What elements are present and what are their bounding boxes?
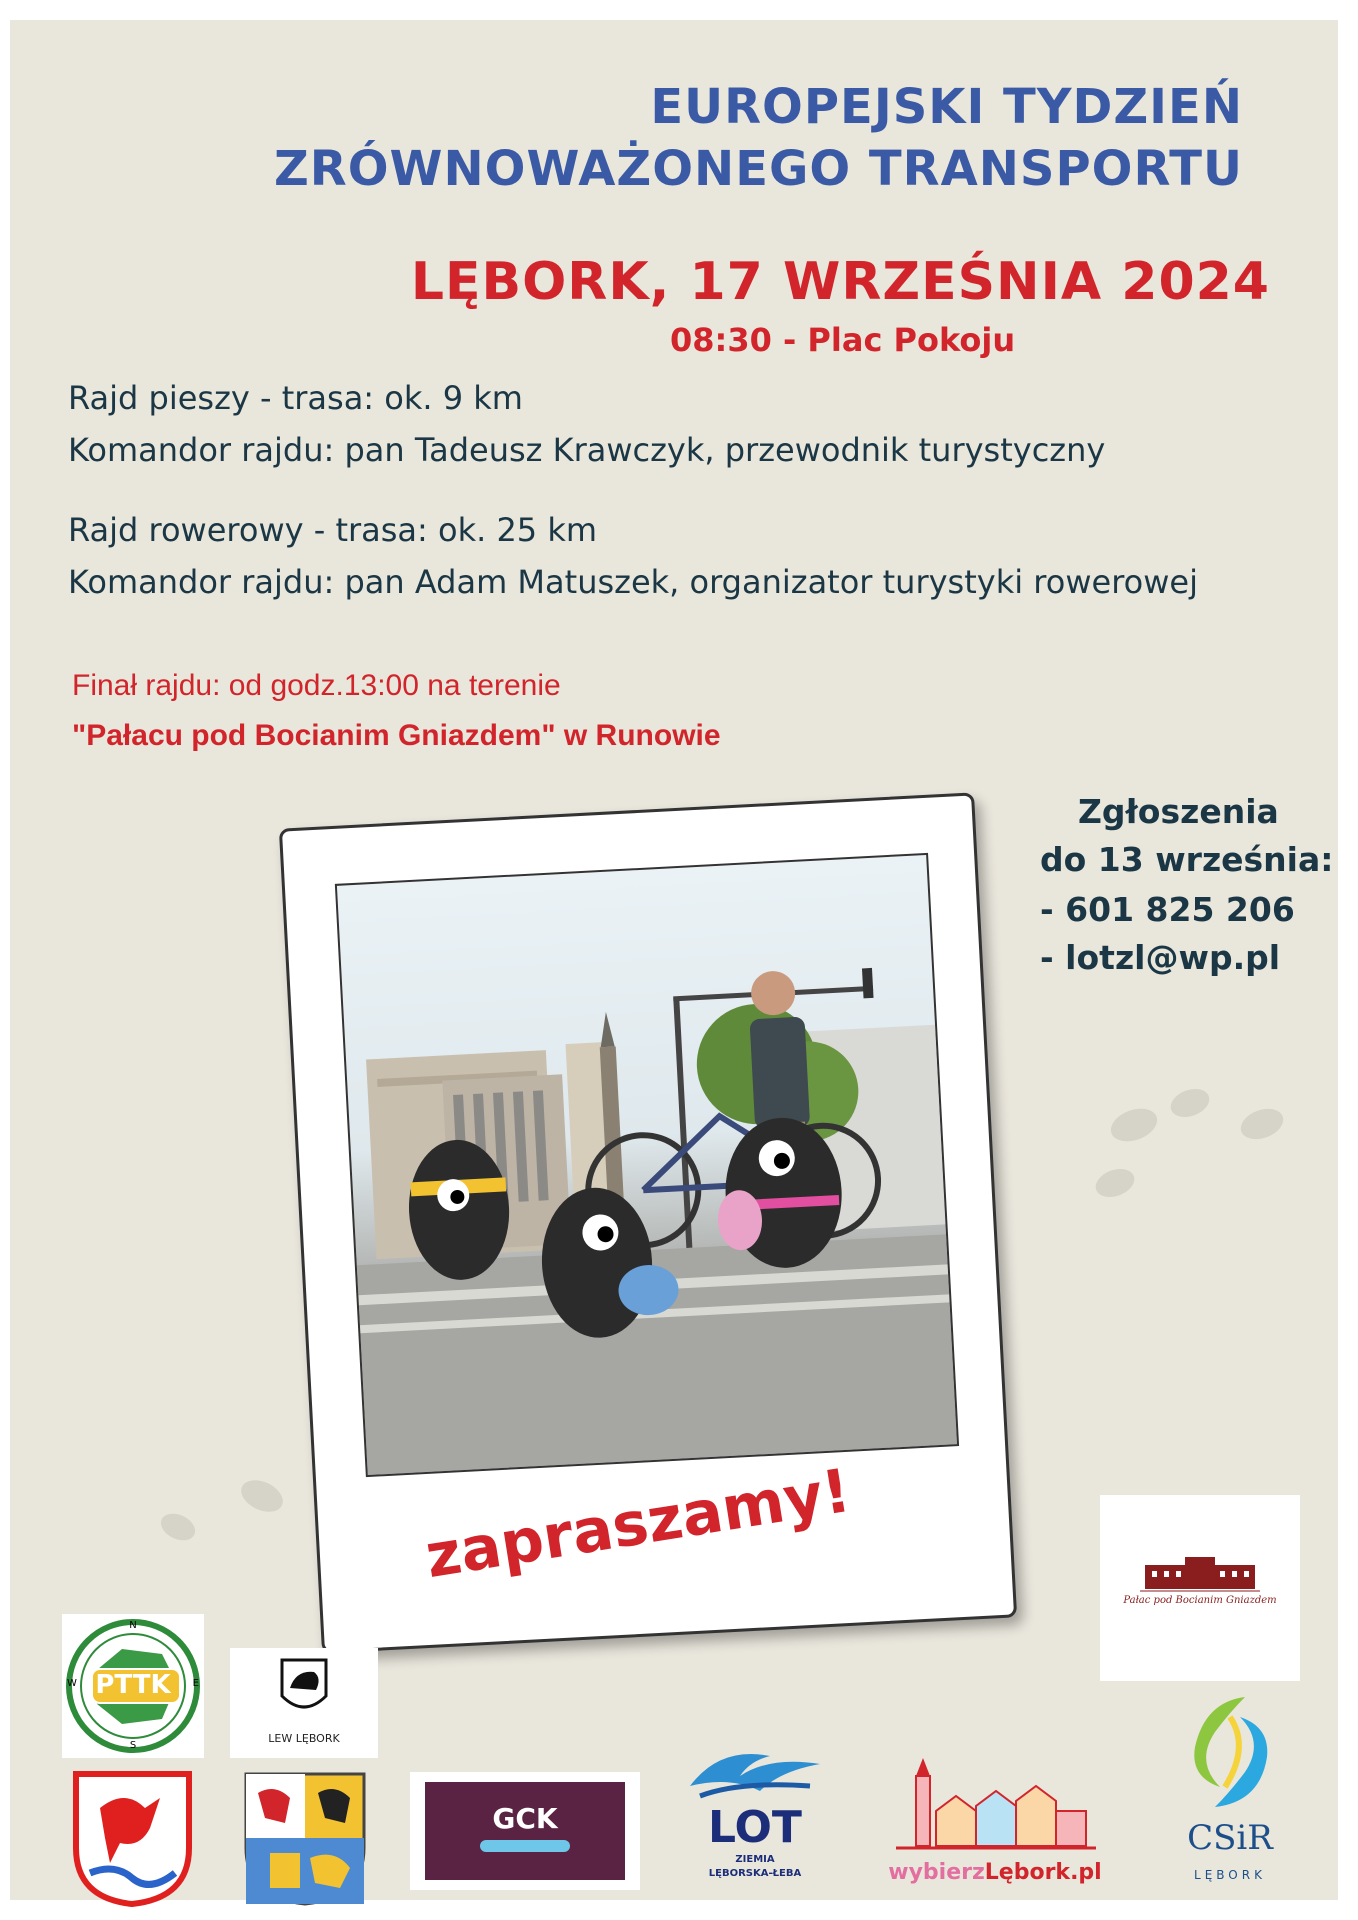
gck-label: GCK [492, 1802, 558, 1835]
lot-sub1: ZIEMIA [735, 1854, 775, 1865]
street-photo [335, 853, 959, 1477]
event-title-line2: ZRÓWNOWAŻONEGO TRANSPORTU [273, 141, 1243, 197]
wybierz-lebork-logo [876, 1756, 1114, 1891]
csir-label: CSiR [1187, 1818, 1273, 1858]
lew-lebork-label: LEW LĘBORK [268, 1732, 340, 1745]
csir-sub: LĘBORK [1194, 1868, 1266, 1882]
footprint-icon [1092, 1164, 1138, 1202]
csir-logo [1175, 1692, 1285, 1897]
wybierz-part: wybierz [888, 1860, 985, 1885]
footprint-icon [1167, 1084, 1213, 1122]
registration-deadline: do 13 września: [1040, 840, 1334, 879]
palac-logo [1100, 1495, 1300, 1681]
lot-label: LOT [708, 1802, 802, 1853]
gck-logo [410, 1772, 640, 1890]
walk-route-info: Rajd pieszy - trasa: ok. 9 km [68, 379, 523, 417]
registration-phone: - 601 825 206 [1040, 890, 1295, 929]
lot-sub2: LĘBORSKA-ŁEBA [708, 1868, 802, 1879]
palac-label: Pałac pod Bocianim Gniazdem [1123, 1595, 1277, 1606]
invitation-caption: zapraszamy! [420, 1455, 856, 1593]
coat-of-arms-lebork-icon [70, 1768, 195, 1908]
walk-leader-info: Komandor rajdu: pan Tadeusz Krawczyk, przewodnik turystyczny [68, 431, 1106, 469]
event-title-line1: EUROPEJSKI TYDZIEŃ [650, 79, 1243, 135]
compass-s: S [129, 1740, 137, 1751]
footprint-icon [236, 1474, 288, 1518]
compass-n: N [129, 1620, 137, 1631]
registration-email[interactable]: - lotzl@wp.pl [1040, 938, 1281, 977]
bike-leader-info: Komandor rajdu: pan Adam Matuszek, organizator turystyki rowerowej [68, 563, 1198, 601]
compass-e: E [192, 1678, 199, 1689]
poster-background [10, 20, 1338, 1900]
event-date: LĘBORK, 17 WRZEŚNIA 2024 [410, 252, 1270, 312]
wybierz-lebork-label [876, 1860, 1114, 1885]
event-time-place: 08:30 - Plac Pokoju [670, 321, 1016, 359]
polaroid-photo-frame [279, 792, 1017, 1653]
footprint-icon [1106, 1103, 1161, 1148]
pttk-label: PTTK [95, 1670, 171, 1700]
footprint-icon [1237, 1103, 1288, 1144]
final-info-line2: "Pałacu pod Bocianim Gniazdem" w Runowie [72, 719, 721, 752]
compass-w: W [67, 1678, 77, 1689]
final-info-line1: Finał rajdu: od godz.13:00 na terenie [72, 669, 561, 702]
footprint-icon [157, 1509, 200, 1546]
bike-route-info: Rajd rowerowy - trasa: ok. 25 km [68, 511, 598, 549]
lebork-part: Lębork [984, 1860, 1071, 1885]
registration-heading: Zgłoszenia [1078, 792, 1279, 831]
domain-part: .pl [1070, 1860, 1102, 1885]
pttk-logo [62, 1614, 204, 1758]
coat-of-arms-county-icon [240, 1768, 370, 1908]
lew-lebork-logo [230, 1648, 378, 1758]
lot-logo [680, 1736, 830, 1891]
